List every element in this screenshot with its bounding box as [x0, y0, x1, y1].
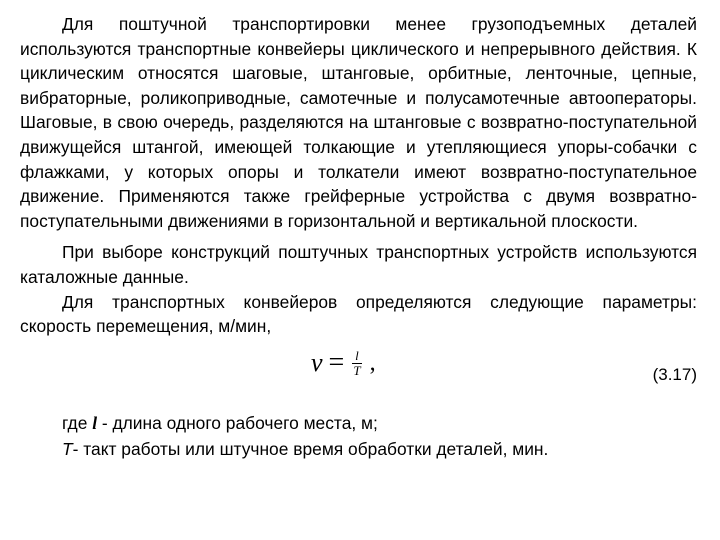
- definition-text-l: - длина одного рабочего места, м;: [97, 412, 378, 433]
- paragraph-conveyor-parameters: Для транспортных конвейеров определяются следующие параметры: скорость перемещения, м/мин,: [20, 291, 697, 337]
- document-page: [20, 12, 697, 464]
- definition-l: [20, 411, 697, 436]
- formula-equals-sign: =: [328, 346, 345, 378]
- definition-t: [20, 437, 697, 462]
- definition-prefix: где: [62, 412, 93, 433]
- formula-numerator: l: [352, 349, 362, 364]
- formula-fraction: [350, 349, 363, 378]
- definition-symbol-t: T: [62, 439, 73, 460]
- speed-formula: [311, 346, 376, 378]
- paragraph-transport-types: Для поштучной транспортировки менее грузоподъемных деталей используются транспортные конвейеры циклического и непрерывного действия. К циклическим относятся шаговые, штанговые, орбитные, ленточные, цепные, вибраторные, роликоприводные, самотечные и полусамотечные автооператоры. Шаговые, в свою очередь, разделяются на штанговые с возвратно-поступательной движущейся штангой, имеющей толкающие и утепляющиеся упоры-собачки с флажками, у которых опоры и толкатели имеют возвратно-поступательное движение. Применяются также грейферные устройства с двумя возвратно-поступательными движениями в горизонтальной и вертикальной плоскости.: [20, 14, 697, 231]
- paragraph-catalog-data: При выборе конструкций поштучных транспортных устройств используются каталожные данные.: [20, 242, 697, 287]
- symbol-definitions: [20, 411, 697, 462]
- definition-text-t: - такт работы или штучное время обработки деталей, мин.: [72, 439, 549, 460]
- formula-comma: ,: [369, 349, 376, 376]
- equation-number: (3.17): [652, 364, 697, 384]
- definition-symbol-l: l: [92, 412, 98, 433]
- formula-denominator: T: [353, 362, 361, 378]
- formula-velocity-symbol: v: [311, 347, 323, 377]
- formula-block: [20, 345, 697, 401]
